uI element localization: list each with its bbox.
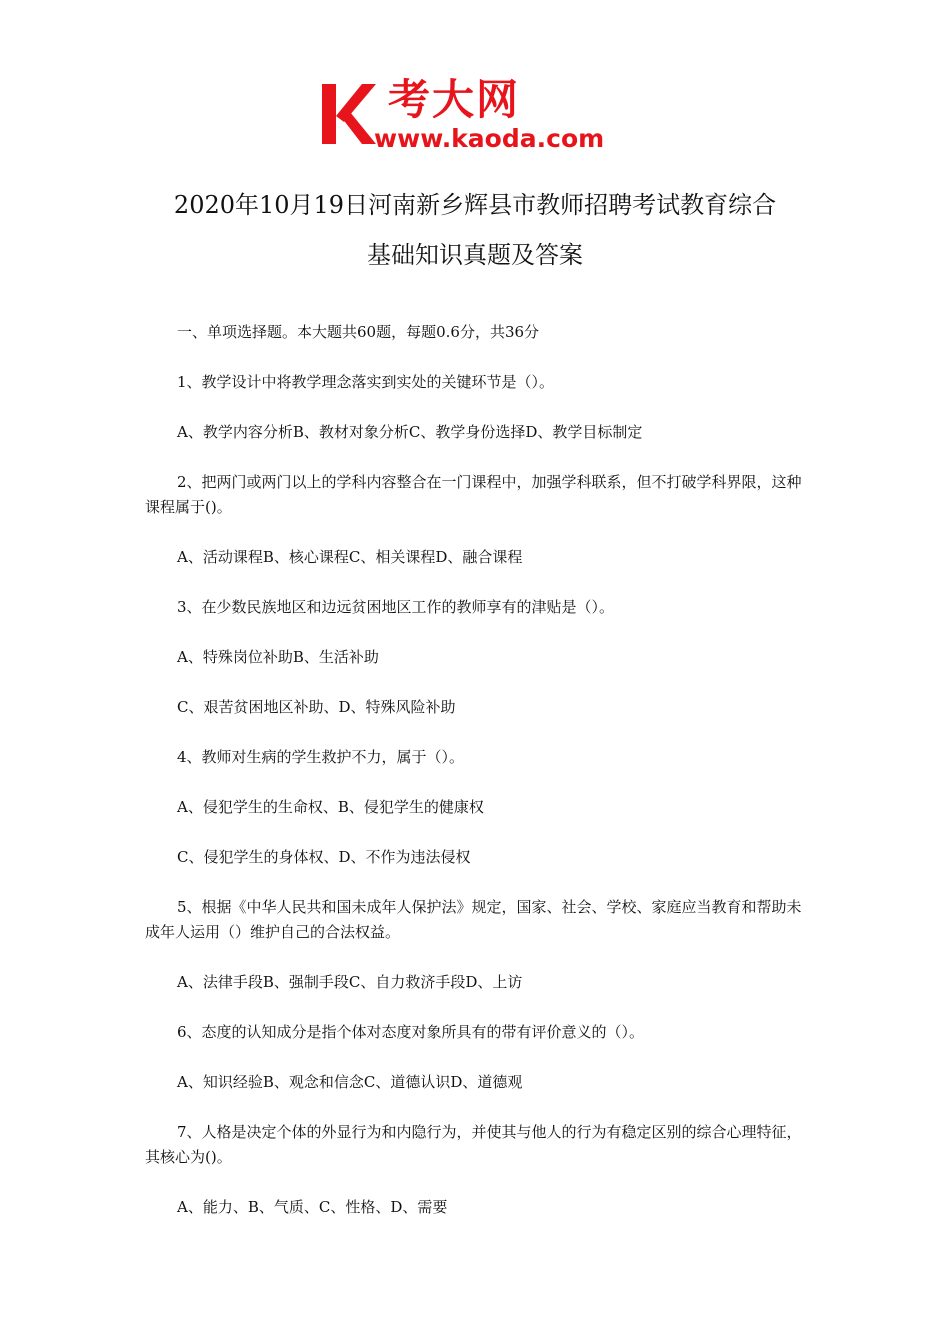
k-logo-icon <box>318 78 378 150</box>
title-line-2: 基础知识真题及答案 <box>367 241 583 269</box>
question-2: 2、把两门或两门以上的学科内容整合在一门课程中，加强学科联系，但不打破学科界限，这种课程属于()。 <box>145 473 802 516</box>
question-3-options-ab: A、特殊岗位补助B、生活补助 <box>177 648 379 666</box>
question-4-options-ab: A、侵犯学生的生命权、B、侵犯学生的健康权 <box>177 798 484 816</box>
section-heading: 一、单项选择题。本大题共60题，每题0.6分，共36分 <box>177 323 540 341</box>
question-3-options-cd: C、艰苦贫困地区补助、D、特殊风险补助 <box>177 698 456 716</box>
logo-brand-name: 考大网 <box>388 75 521 124</box>
document-title <box>100 180 850 280</box>
logo-brand-url: www.kaoda.com <box>374 124 605 153</box>
question-1-options: A、教学内容分析B、教材对象分析C、教学身份选择D、教学目标制定 <box>177 423 643 441</box>
question-6-options: A、知识经验B、观念和信念C、道德认识D、道德观 <box>177 1073 523 1091</box>
document-body <box>145 320 813 1220</box>
title-line-1: 2020年10月19日河南新乡辉县市教师招聘考试教育综合 <box>173 191 777 219</box>
question-1: 1、教学设计中将教学理念落实到实处的关键环节是（）。 <box>177 373 555 391</box>
question-4-options-cd: C、侵犯学生的身体权、D、不作为违法侵权 <box>177 848 471 866</box>
question-4: 4、教师对生病的学生救护不力，属于（）。 <box>177 748 465 766</box>
question-6: 6、态度的认知成分是指个体对态度对象所具有的带有评价意义的（）。 <box>177 1023 645 1041</box>
question-7: 7、人格是决定个体的外显行为和内隐行为，并使其与他人的行为有稳定区别的综合心理特征，其核心为()。 <box>145 1123 802 1166</box>
kaoda-logo <box>318 75 638 158</box>
question-5-options: A、法律手段B、强制手段C、自力救济手段D、上访 <box>177 973 523 991</box>
question-7-options: A、能力、B、气质、C、性格、D、需要 <box>177 1198 448 1216</box>
question-5: 5、根据《中华人民共和国未成年人保护法》规定，国家、社会、学校、家庭应当教育和帮助未成年人运用（）维护自己的合法权益。 <box>145 898 802 941</box>
question-3: 3、在少数民族地区和边远贫困地区工作的教师享有的津贴是（）。 <box>177 598 615 616</box>
question-2-options: A、活动课程B、核心课程C、相关课程D、融合课程 <box>177 548 523 566</box>
